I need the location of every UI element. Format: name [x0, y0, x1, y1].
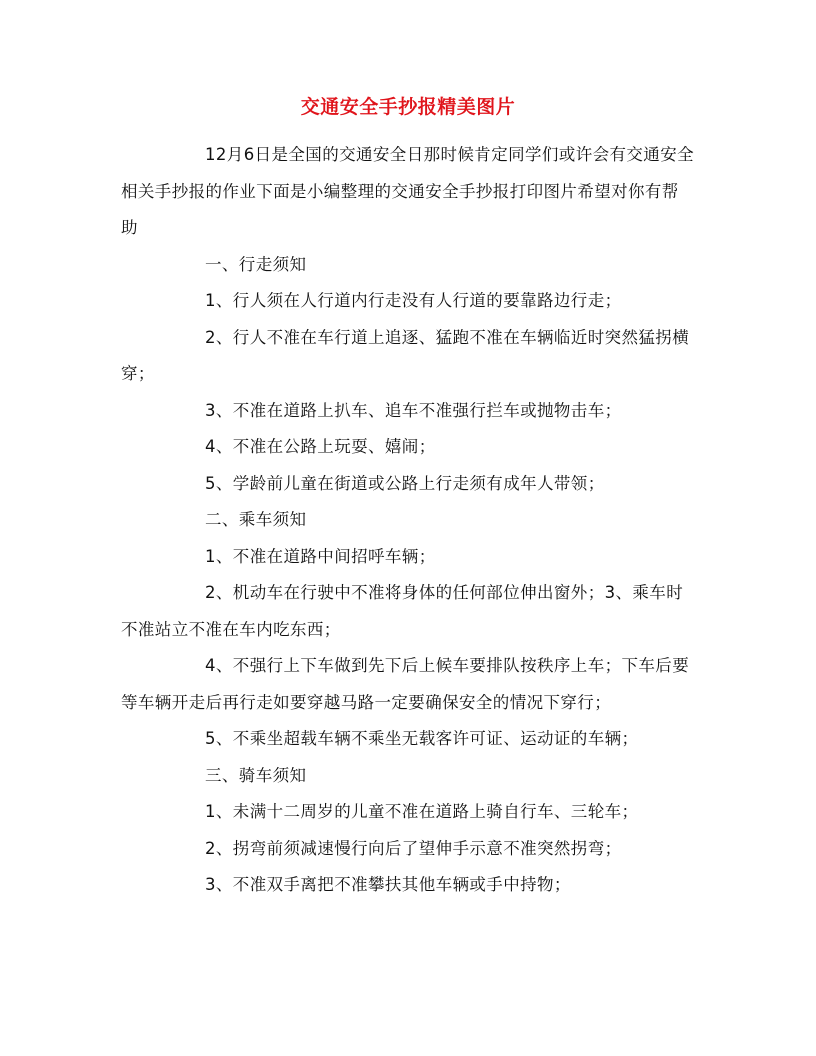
heading-cycling: 三、骑车须知: [205, 765, 307, 785]
paragraph-item: 2、机动车在行驶中不准将身体的任何部位伸出窗外；3、乘车时不准站立不准在车内吃东西；: [121, 583, 684, 639]
paragraph-item: 5、不乘坐超载车辆不乘坐无载客许可证、运动证的车辆；: [205, 729, 639, 748]
paragraph-item: 4、不准在公路上玩耍、嬉闹；: [205, 437, 436, 456]
paragraph-item: 2、拐弯前须减速慢行向后了望伸手示意不准突然拐弯；: [205, 838, 622, 858]
paragraph-item: 5、学龄前儿童在街道或公路上行走须有成年人带领；: [205, 473, 605, 493]
document-title: 交通安全手抄报精美图片: [300, 96, 516, 118]
paragraph-intro: 12月6日是全国的交通安全日那时候肯定同学们或许会有交通安全相关手抄报的作业下面是小编整理的交通安全手抄报打印图片希望对你有帮助: [121, 145, 694, 237]
paragraph-item: 1、不准在道路中间招呼车辆；: [205, 546, 436, 566]
paragraph-item: 1、未满十二周岁的儿童不准在道路上骑自行车、三轮车；: [205, 802, 639, 821]
heading-riding: 二、乘车须知: [205, 510, 307, 529]
heading-walking: 一、行走须知: [205, 254, 307, 274]
paragraph-item: 1、行人须在人行道内行走没有人行道的要靠路边行走；: [205, 291, 622, 310]
paragraph-item: 3、不准在道路上扒车、追车不准强行拦车或抛物击车；: [205, 400, 622, 420]
document-body: [121, 137, 694, 904]
paragraph-item: 4、不强行上下车做到先下后上候车要排队按秩序上车；下车后要等车辆开走后再行走如要穿越马路一定要确保安全的情况下穿行；: [121, 656, 690, 712]
paragraph-item: 2、行人不准在车行道上追逐、猛跑不准在车辆临近时突然猛拐横穿；: [121, 327, 690, 383]
paragraph-item: 3、不准双手离把不准攀扶其他车辆或手中持物；: [205, 875, 571, 894]
